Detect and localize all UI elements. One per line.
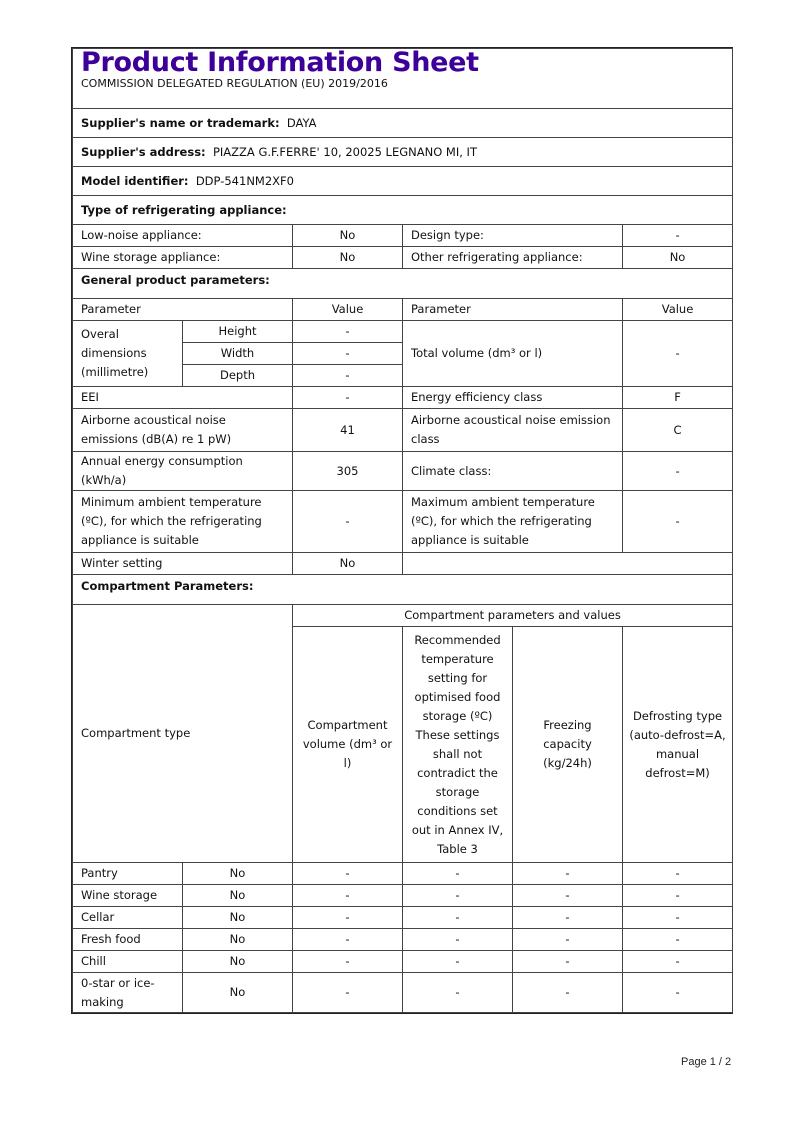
product-information-sheet bbox=[71, 47, 733, 1014]
height-label: Height bbox=[183, 321, 293, 343]
eei-label: EEI bbox=[73, 387, 293, 409]
col-recommended-temperature: Recommended temperature setting for optimised food storage (ºC) These settings shall not contradict the storage conditions set out in Annex IV, Table 3 bbox=[403, 627, 513, 863]
model-identifier-value: DDP-541NM2XF0 bbox=[195, 173, 294, 188]
compartment-row bbox=[73, 863, 733, 885]
compartment-temp: - bbox=[403, 929, 513, 951]
low-noise-label: Low-noise appliance: bbox=[73, 225, 293, 247]
min-temp-value: - bbox=[293, 491, 403, 553]
compartment-row bbox=[73, 885, 733, 907]
compartment-defrost: - bbox=[623, 885, 733, 907]
min-temp-label: Minimum ambient temperature (ºC), for which the refrigerating appliance is suitable bbox=[73, 491, 293, 553]
compartment-temp: - bbox=[403, 885, 513, 907]
compartment-group-header-row bbox=[73, 605, 733, 627]
compartment-row bbox=[73, 907, 733, 929]
model-identifier-row bbox=[73, 167, 733, 196]
compartment-volume: - bbox=[293, 863, 403, 885]
supplier-address-label: Supplier's address: bbox=[81, 144, 206, 159]
height-value: - bbox=[293, 321, 403, 343]
climate-class-label: Climate class: bbox=[403, 452, 623, 491]
compartment-defrost: - bbox=[623, 951, 733, 973]
compartment-present: No bbox=[183, 951, 293, 973]
compartment-volume: - bbox=[293, 907, 403, 929]
general-header-row bbox=[73, 299, 733, 321]
col-parameter-2: Parameter bbox=[403, 299, 623, 321]
compartment-defrost: - bbox=[623, 863, 733, 885]
appliance-type-heading: Type of refrigerating appliance: bbox=[73, 196, 733, 225]
compartment-present: No bbox=[183, 973, 293, 1013]
model-identifier-label: Model identifier: bbox=[81, 173, 189, 188]
page-number: Page 1 / 2 bbox=[681, 1056, 732, 1068]
low-noise-value: No bbox=[293, 225, 403, 247]
col-value: Value bbox=[293, 299, 403, 321]
compartment-defrost: - bbox=[623, 907, 733, 929]
noise-class-label: Airborne acoustical noise emission class bbox=[403, 409, 623, 452]
winter-setting-value: No bbox=[293, 553, 403, 575]
compartment-freezing: - bbox=[513, 973, 623, 1013]
general-heading: General product parameters: bbox=[73, 269, 733, 299]
supplier-address-row bbox=[73, 138, 733, 167]
noise-label: Airborne acoustical noise emissions (dB(A) re 1 pW) bbox=[73, 409, 293, 452]
compartment-row bbox=[73, 973, 733, 1013]
dimensions-row bbox=[73, 321, 733, 343]
compartment-row bbox=[73, 951, 733, 973]
compartment-temp: - bbox=[403, 973, 513, 1013]
width-value: - bbox=[293, 343, 403, 365]
wine-storage-label: Wine storage appliance: bbox=[73, 247, 293, 269]
compartment-defrost: - bbox=[623, 929, 733, 951]
appliance-type-row bbox=[73, 225, 733, 247]
width-label: Width bbox=[183, 343, 293, 365]
compartment-freezing: - bbox=[513, 863, 623, 885]
annual-energy-row bbox=[73, 452, 733, 491]
compartment-defrost: - bbox=[623, 973, 733, 1013]
climate-class-value: - bbox=[623, 452, 733, 491]
compartment-present: No bbox=[183, 885, 293, 907]
total-volume-label: Total volume (dm³ or l) bbox=[403, 321, 623, 387]
compartment-type: Fresh food bbox=[73, 929, 183, 951]
total-volume-value: - bbox=[623, 321, 733, 387]
noise-row bbox=[73, 409, 733, 452]
energy-class-label: Energy efficiency class bbox=[403, 387, 623, 409]
compartment-volume: - bbox=[293, 885, 403, 907]
annual-energy-value: 305 bbox=[293, 452, 403, 491]
wine-storage-value: No bbox=[293, 247, 403, 269]
supplier-name-value: DAYA bbox=[286, 115, 317, 130]
col-parameter: Parameter bbox=[73, 299, 293, 321]
winter-setting-label: Winter setting bbox=[73, 553, 293, 575]
col-compartment-volume: Compartment volume (dm³ or l) bbox=[293, 627, 403, 863]
col-defrosting-type: Defrosting type (auto-defrost=A, manual defrost=M) bbox=[623, 627, 733, 863]
compartment-freezing: - bbox=[513, 885, 623, 907]
appliance-type-heading-row bbox=[73, 196, 733, 225]
compartment-type: Cellar bbox=[73, 907, 183, 929]
compartment-volume: - bbox=[293, 951, 403, 973]
eei-value: - bbox=[293, 387, 403, 409]
other-appliance-value: No bbox=[623, 247, 733, 269]
other-appliance-label: Other refrigerating appliance: bbox=[403, 247, 623, 269]
title-row bbox=[73, 49, 733, 73]
energy-class-value: F bbox=[623, 387, 733, 409]
empty-cell bbox=[403, 553, 733, 575]
dimensions-label: Overal dimensions (millimetre) bbox=[73, 321, 183, 387]
noise-class-value: C bbox=[623, 409, 733, 452]
compartment-group-header: Compartment parameters and values bbox=[293, 605, 733, 627]
compartment-freezing: - bbox=[513, 951, 623, 973]
compartment-present: No bbox=[183, 863, 293, 885]
page-title: Product Information Sheet bbox=[73, 49, 733, 73]
eei-row bbox=[73, 387, 733, 409]
max-temp-label: Maximum ambient temperature (ºC), for which the refrigerating appliance is suitable bbox=[403, 491, 623, 553]
supplier-name-label: Supplier's name or trademark: bbox=[81, 115, 280, 130]
compartment-present: No bbox=[183, 929, 293, 951]
compartment-heading-row bbox=[73, 575, 733, 605]
regulation-text: COMMISSION DELEGATED REGULATION (EU) 2019/2016 bbox=[73, 72, 733, 109]
compartment-type: Chill bbox=[73, 951, 183, 973]
ambient-temp-row bbox=[73, 491, 733, 553]
compartment-temp: - bbox=[403, 907, 513, 929]
compartment-volume: - bbox=[293, 929, 403, 951]
supplier-address-value: PIAZZA G.F.FERRE' 10, 20025 LEGNANO MI, IT bbox=[212, 144, 477, 159]
annual-energy-label: Annual energy consumption (kWh/a) bbox=[73, 452, 293, 491]
compartment-temp: - bbox=[403, 951, 513, 973]
compartment-type-header: Compartment type bbox=[73, 605, 293, 863]
compartment-type: 0-star or ice-making bbox=[73, 973, 183, 1013]
compartment-type: Wine storage bbox=[73, 885, 183, 907]
compartment-temp: - bbox=[403, 863, 513, 885]
compartment-row bbox=[73, 929, 733, 951]
depth-label: Depth bbox=[183, 365, 293, 387]
design-type-label: Design type: bbox=[403, 225, 623, 247]
compartment-type: Pantry bbox=[73, 863, 183, 885]
compartment-freezing: - bbox=[513, 907, 623, 929]
depth-value: - bbox=[293, 365, 403, 387]
compartment-volume: - bbox=[293, 973, 403, 1013]
max-temp-value: - bbox=[623, 491, 733, 553]
appliance-type-row bbox=[73, 247, 733, 269]
general-heading-row bbox=[73, 269, 733, 299]
col-freezing-capacity: Freezing capacity (kg/24h) bbox=[513, 627, 623, 863]
compartment-heading: Compartment Parameters: bbox=[73, 575, 733, 605]
noise-value: 41 bbox=[293, 409, 403, 452]
winter-setting-row bbox=[73, 553, 733, 575]
compartment-present: No bbox=[183, 907, 293, 929]
design-type-value: - bbox=[623, 225, 733, 247]
col-value-2: Value bbox=[623, 299, 733, 321]
compartment-freezing: - bbox=[513, 929, 623, 951]
supplier-name-row bbox=[73, 109, 733, 138]
info-table bbox=[72, 48, 733, 1013]
